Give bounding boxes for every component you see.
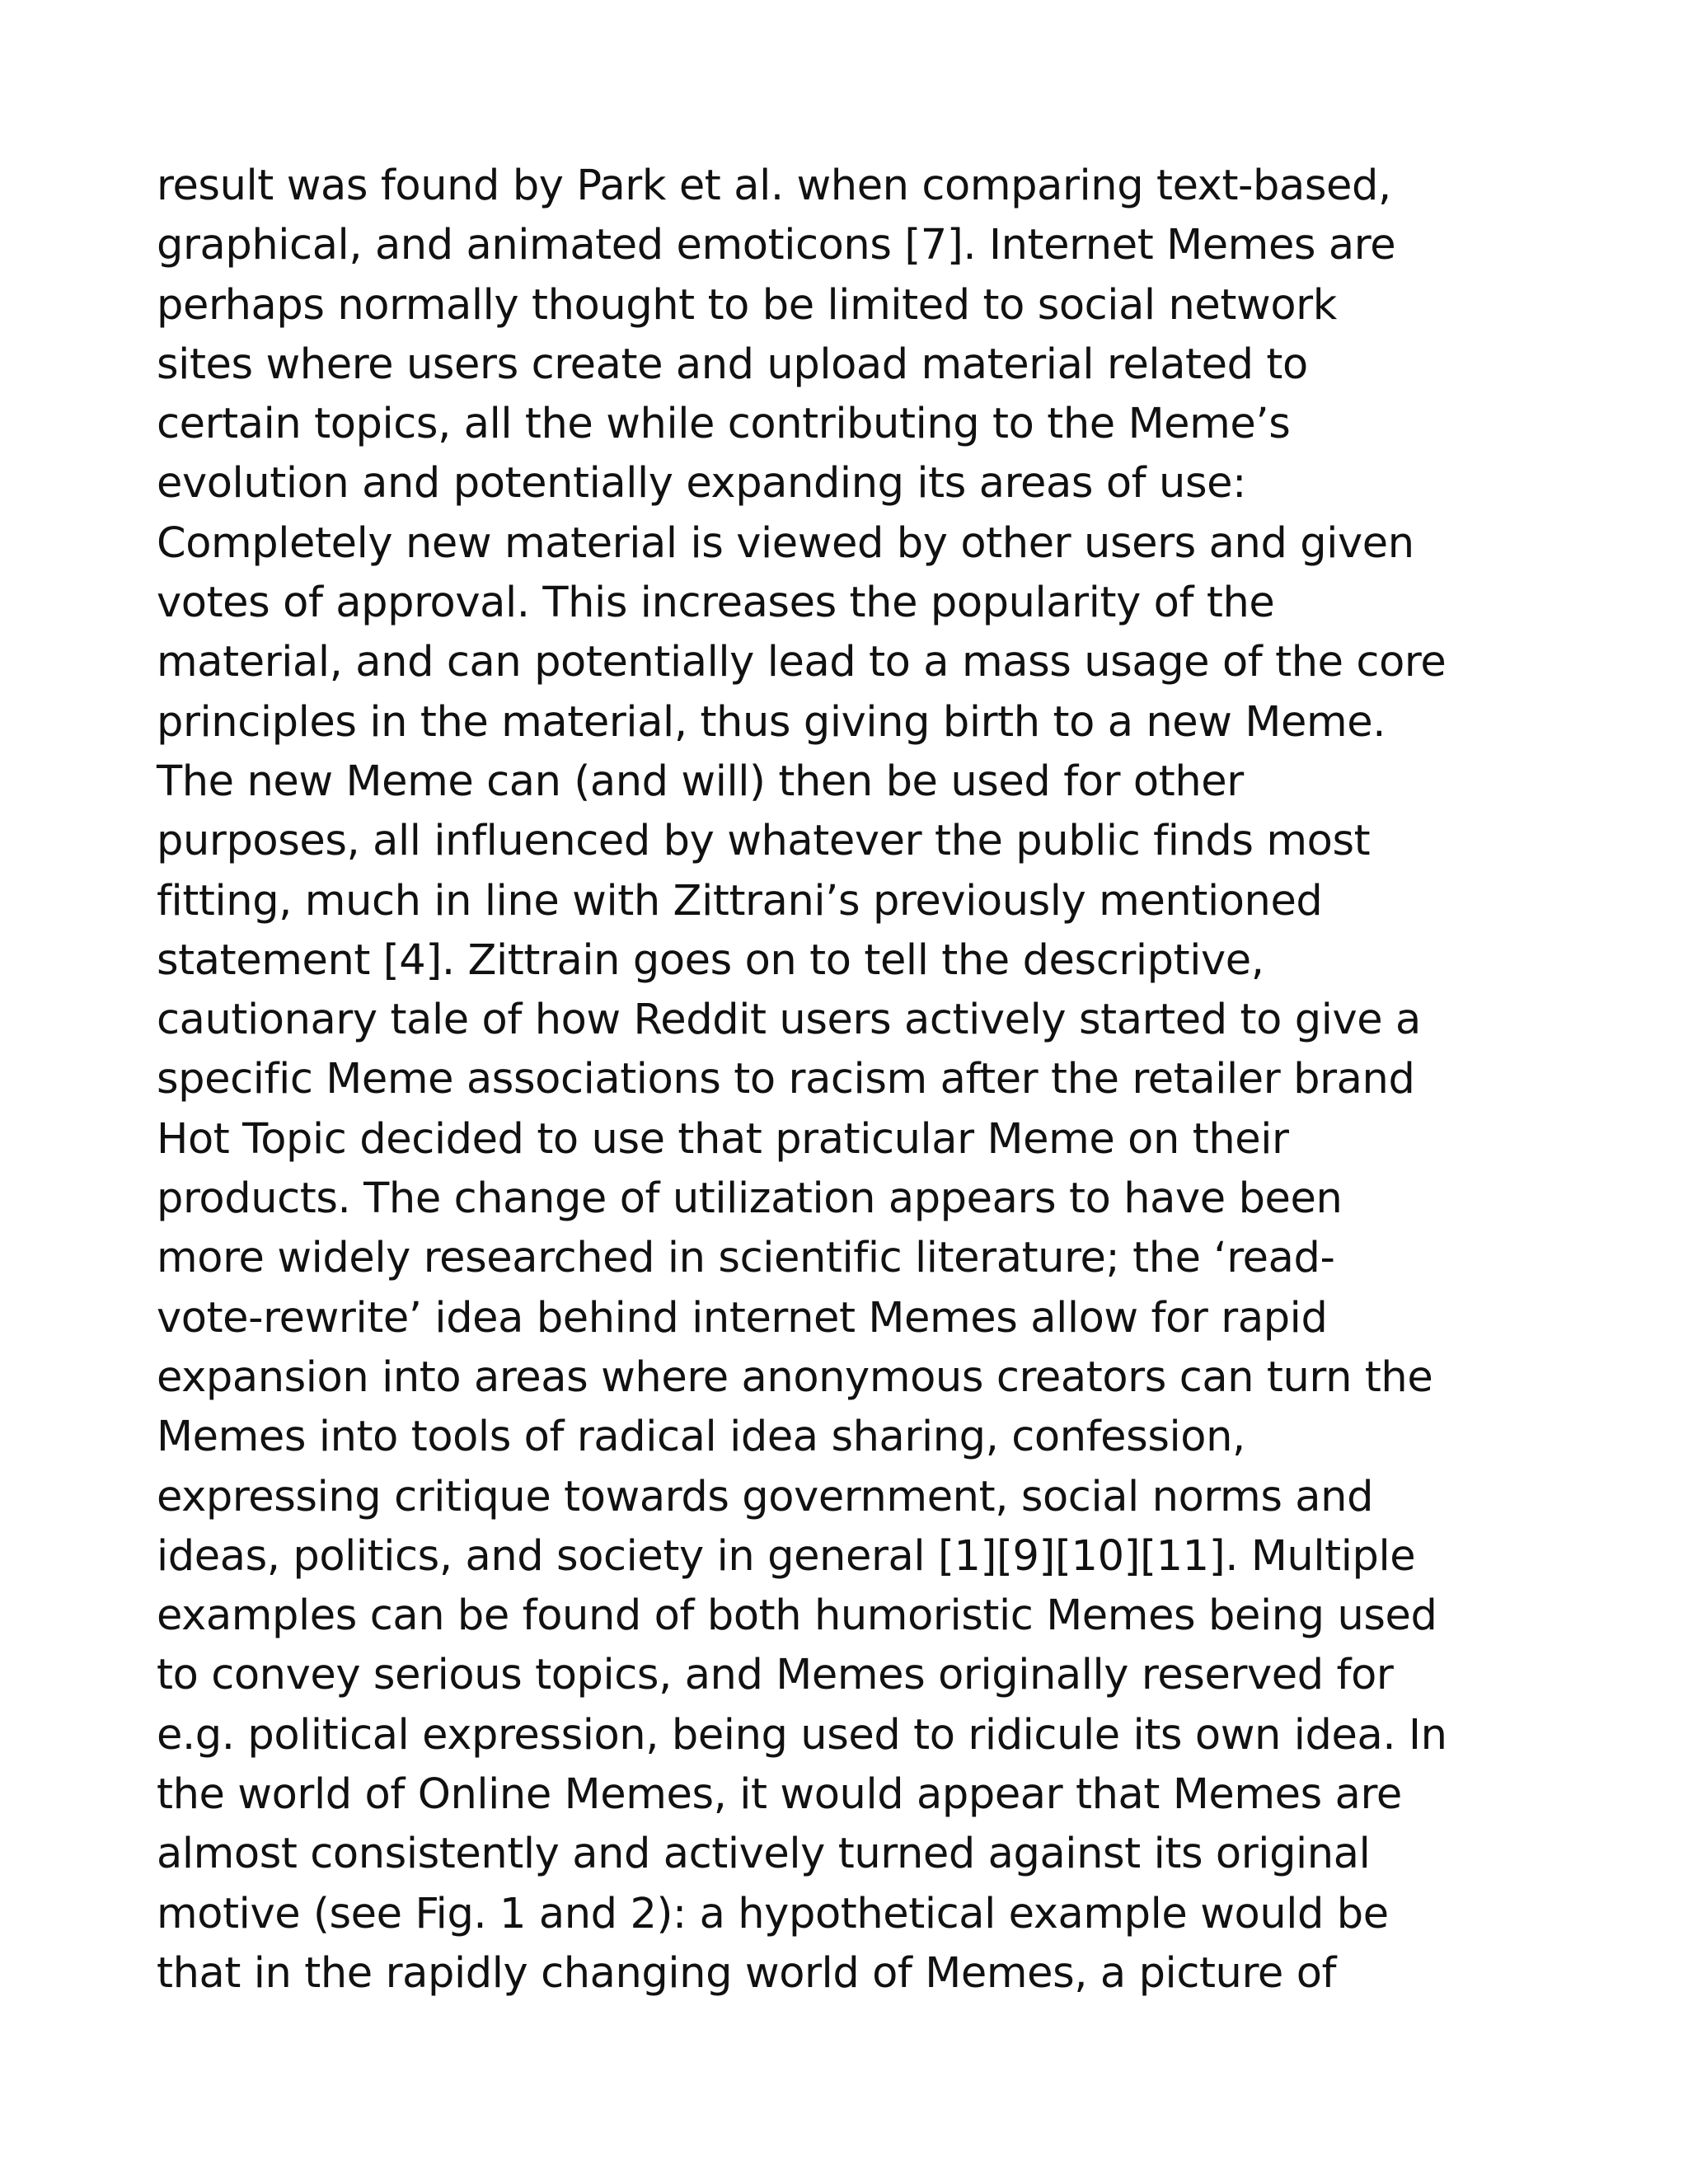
- text-line: sites where users create and upload material related to: [157, 340, 1308, 389]
- text-line: that in the rapidly changing world of Memes, a picture of: [157, 1948, 1337, 1998]
- text-line: evolution and potentially expanding its areas of use:: [157, 459, 1246, 509]
- text-line: statement [4]. Zittrain goes on to tell the descriptive,: [157, 935, 1264, 985]
- text-line: certain topics, all the while contributing to the Meme’s: [157, 400, 1291, 449]
- text-line: perhaps normally thought to be limited to social network: [157, 280, 1337, 330]
- text-line: e.g. political expression, being used to ridicule its own idea. In: [157, 1710, 1447, 1760]
- text-line: more widely researched in scientific literature; the ‘read-: [157, 1234, 1335, 1283]
- text-line: almost consistently and actively turned against its original: [157, 1830, 1371, 1879]
- body-paragraph: [157, 157, 1558, 2004]
- text-line: graphical, and animated emoticons [7]. Internet Memes are: [157, 221, 1396, 270]
- text-line: result was found by Park et al. when comparing text-based,: [157, 162, 1391, 210]
- text-line: votes of approval. This increases the popularity of the: [157, 579, 1275, 628]
- text-line: Hot Topic decided to use that praticular Meme on their: [157, 1114, 1289, 1164]
- text-line: fitting, much in line with Zittrani’s previously mentioned: [157, 876, 1323, 926]
- text-line: purposes, all influenced by whatever the public finds most: [157, 817, 1371, 866]
- text-line: ideas, politics, and society in general [1][9][10][11]. Multiple: [157, 1531, 1416, 1581]
- text-line: expansion into areas where anonymous creators can turn the: [157, 1352, 1433, 1402]
- text-line: specific Meme associations to racism after the retailer brand: [157, 1055, 1415, 1104]
- text-line: to convey serious topics, and Memes originally reserved for: [157, 1651, 1394, 1700]
- text-line: Memes into tools of radical idea sharing, confession,: [157, 1413, 1245, 1462]
- text-line: the world of Online Memes, it would appear that Memes are: [157, 1770, 1402, 1820]
- text-line: products. The change of utilization appears to have been: [157, 1174, 1343, 1224]
- text-line: principles in the material, thus giving birth to a new Meme.: [157, 697, 1386, 747]
- text-line: examples can be found of both humoristic Memes being used: [157, 1591, 1437, 1641]
- text-line: expressing critique towards government, social norms and: [157, 1472, 1374, 1521]
- text-line: vote-rewrite’ idea behind internet Memes allow for rapid: [157, 1293, 1328, 1343]
- text-line: motive (see Fig. 1 and 2): a hypothetical example would be: [157, 1889, 1389, 1938]
- text-line: Completely new material is viewed by other users and given: [157, 518, 1414, 568]
- text-line: material, and can potentially lead to a mass usage of the core: [157, 638, 1447, 687]
- text-line: The new Meme can (and will) then be used for other: [157, 757, 1244, 806]
- text-line: cautionary tale of how Reddit users actively started to give a: [157, 996, 1421, 1045]
